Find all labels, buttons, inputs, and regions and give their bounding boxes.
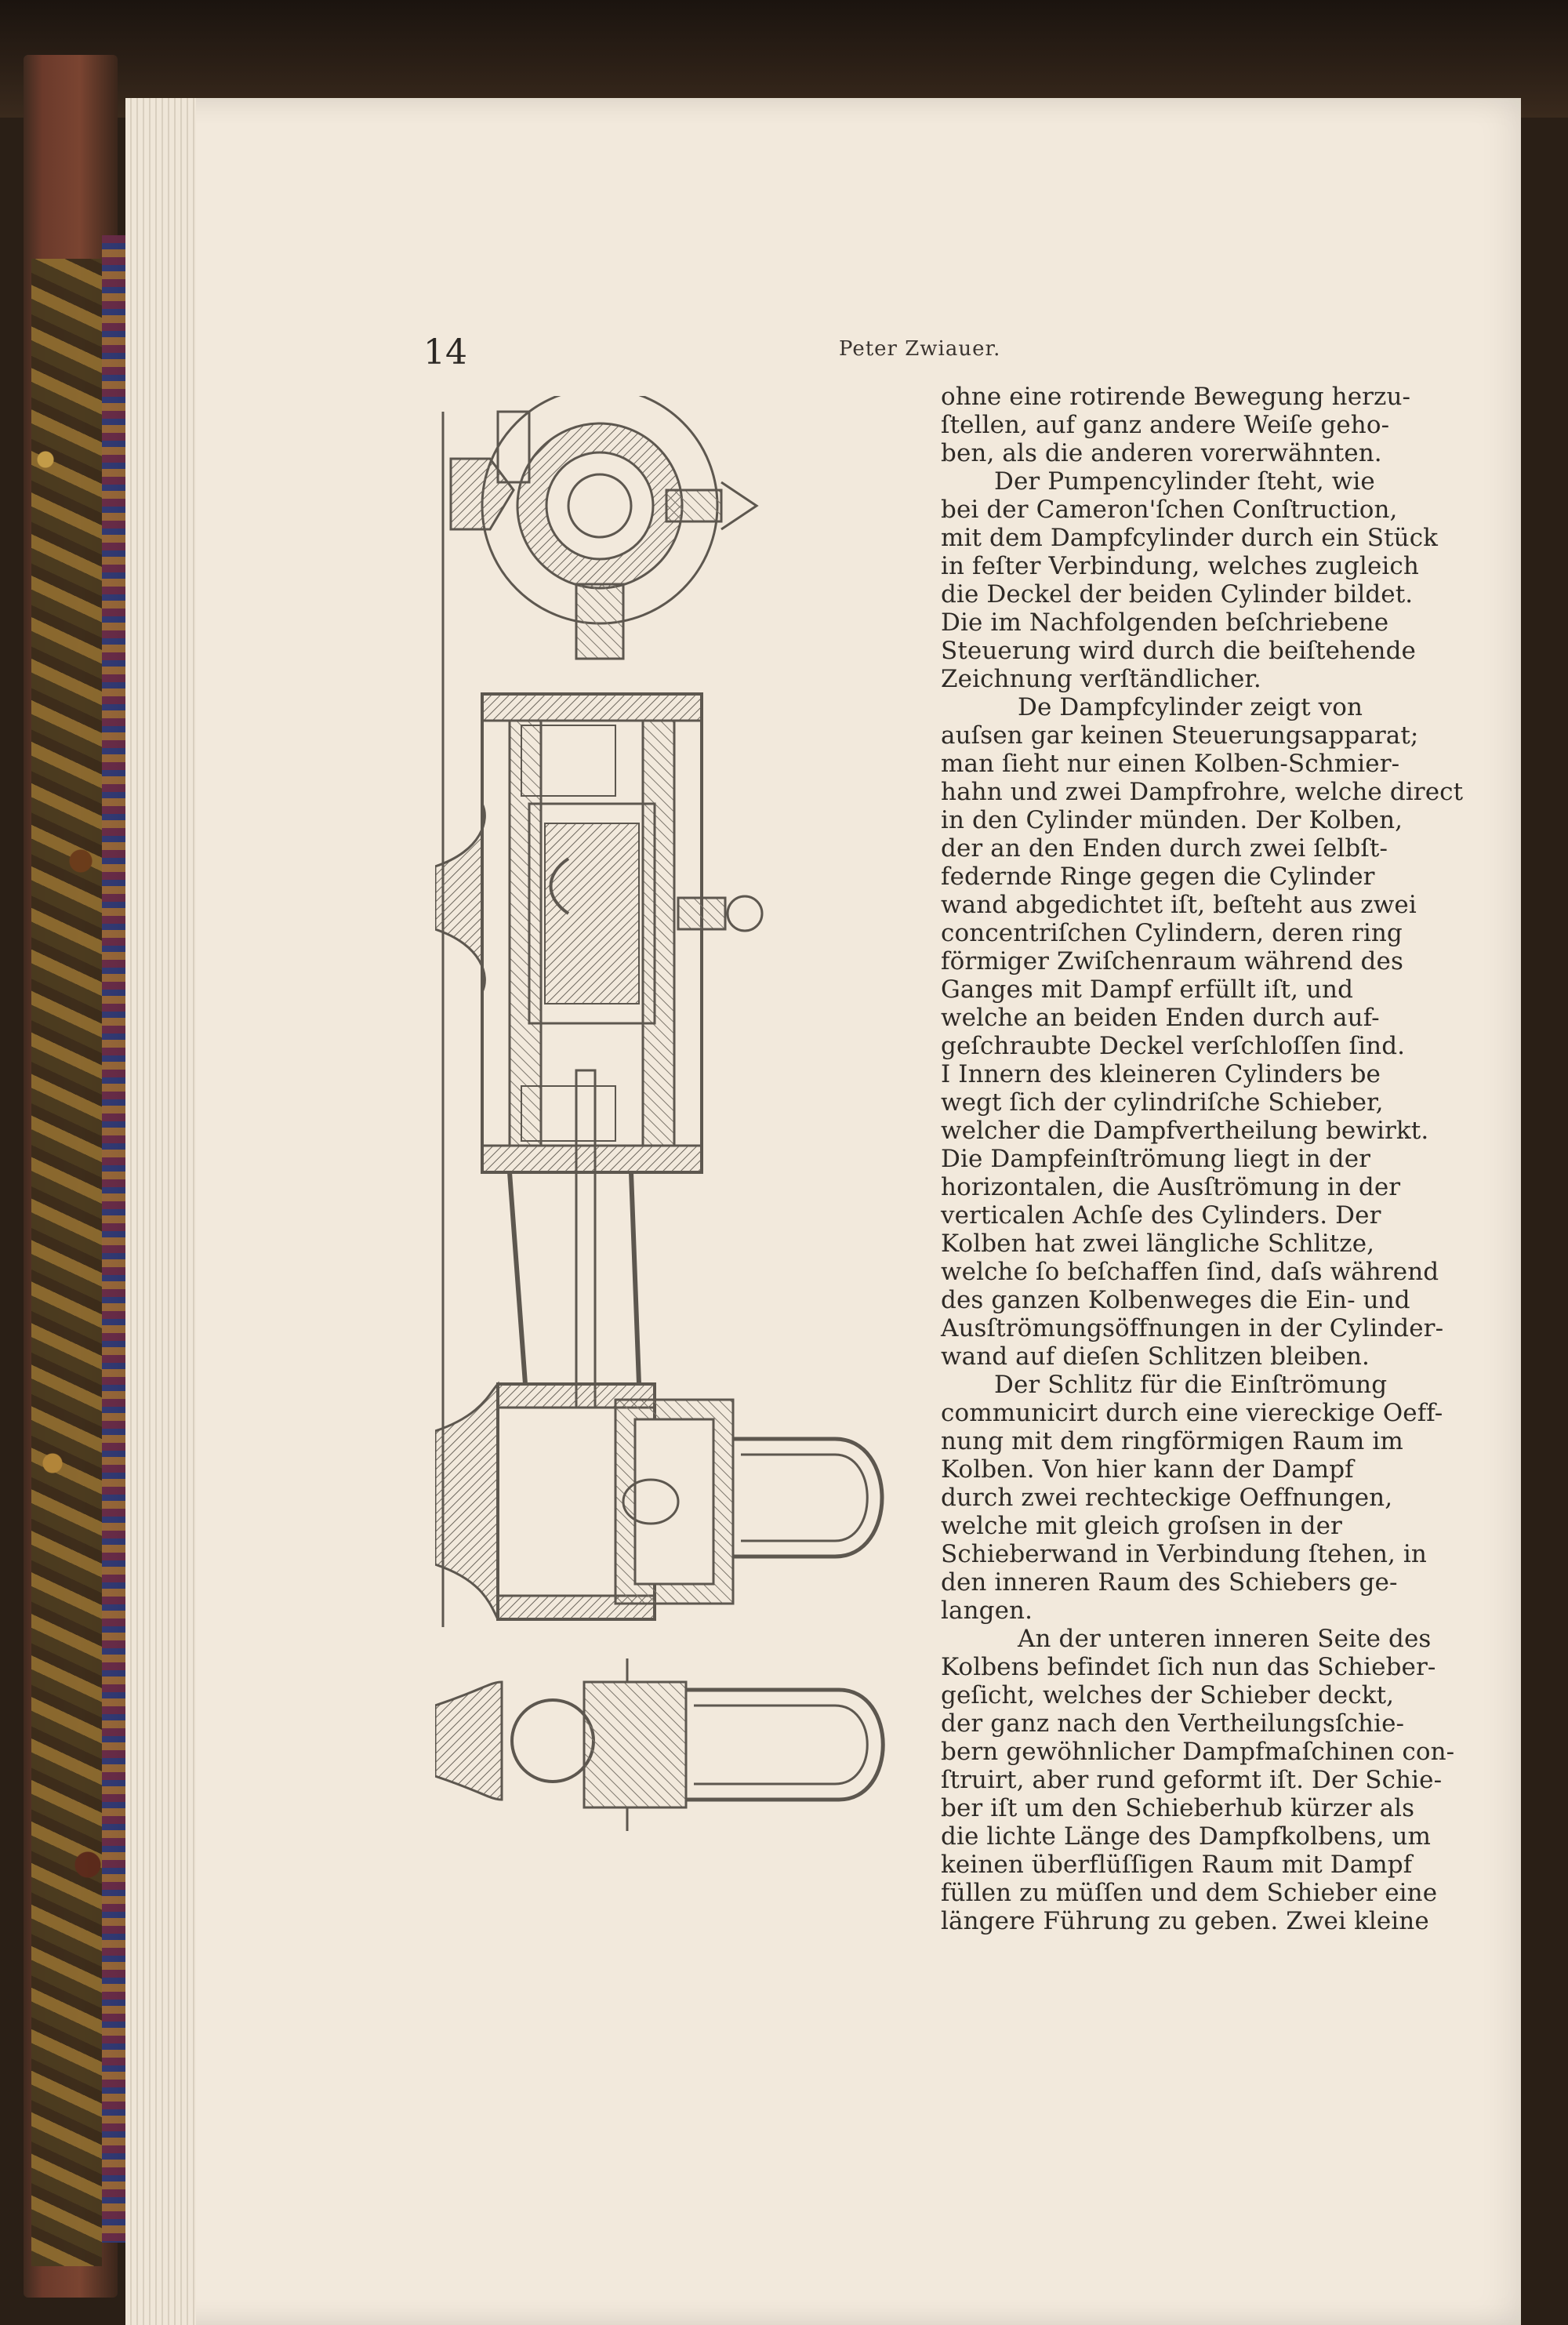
text-line: wand auf dieſen Schlitzen bleiben. [941,1342,1370,1371]
text-line: welche mit gleich groſsen in der [941,1512,1342,1540]
text-line: den inneren Raum des Schiebers ge- [941,1568,1398,1597]
text-line: mit dem Dampfcylinder durch ein Stück [941,524,1439,552]
text-line: verticalen Achſe des Cylinders. Der [941,1201,1381,1230]
text-line: Zeichnung verſtändlicher. [941,665,1261,693]
text-line: ben, als die anderen vorerwähnten. [941,439,1382,467]
text-line: hahn und zwei Dampfrohre, welche direct [941,778,1464,806]
text-line: bei der Cameron'ſchen Conſtruction, [941,496,1398,524]
text-line: concentriſchen Cylindern, deren ring [941,919,1403,947]
connecting-pipe [510,1172,639,1384]
text-line: in feſter Verbindung, welches zugleich [941,552,1419,580]
text-line: in den Cylinder münden. Der Kolben, [941,806,1403,834]
text-line: die lichte Länge des Dampfkolbens, um [941,1822,1432,1851]
engine-diagram-figure [435,396,937,1964]
text-line: ſtruirt, aber rund geformt iſt. Der Schie- [941,1766,1443,1794]
text-line: welche an beiden Enden durch auf- [941,1004,1380,1032]
text-line: geſicht, welches der Schieber deckt, [941,1681,1395,1709]
page-stack-edge [125,98,196,2325]
text-line: längere Führung zu geben. Zwei kleine [941,1907,1429,1935]
text-line: der ganz nach den Vertheilungsſchie- [941,1709,1405,1738]
text-line: Schieberwand in Verbindung ſtehen, in [941,1540,1427,1568]
marbled-endpaper [31,259,102,2266]
page-header [423,332,1435,372]
text-line: communicirt durch eine viereckige Oeff- [941,1399,1443,1427]
engine-diagram-icon [435,396,937,1964]
text-line: füllen zu müſſen und dem Schieber eine [941,1879,1438,1907]
text-line: geſchraubte Deckel verſchloſſen ſind. [941,1032,1406,1060]
text-line: Steuerung wird durch die beiſtehende [941,637,1416,665]
text-line: wand abgedichtet iſt, beſteht aus zwei [941,891,1417,919]
text-line: ohne eine rotirende Bewegung herzu- [941,383,1411,411]
text-line: der an den Enden durch zwei ſelbſt- [941,834,1388,863]
text-line: federnde Ringe gegen die Cylinder [941,863,1375,891]
pump-cylinder-section [435,1384,882,1619]
text-line: horizontalen, die Ausſtrömung in der [941,1173,1401,1201]
text-line: durch zwei rechteckige Oeffnungen, [941,1484,1393,1512]
text-line: Kolben. Von hier kann der Dampf [941,1455,1354,1484]
text-line: auſsen gar keinen Steuerungsapparat; [941,721,1419,750]
text-line: welcher die Dampfvertheilung bewirkt. [941,1117,1429,1145]
text-line: nung mit dem ringförmigen Raum im [941,1427,1403,1455]
text-line: förmiger Zwiſchenraum während des [941,947,1403,975]
text-line: Der Schlitz für die Einſtrömung [994,1371,1388,1399]
text-line: ſtellen, auf ganz andere Weiſe geho- [941,411,1390,439]
text-line: bern gewöhnlicher Dampfmaſchinen con- [941,1738,1455,1766]
text-line: welche ſo beſchaffen ſind, daſs während [941,1258,1439,1286]
running-head: Peter Zwiauer. [839,337,1001,361]
text-line: die Deckel der beiden Cylinder bildet. [941,580,1414,608]
page-number: 14 [423,332,467,372]
text-line: wegt ſich der cylindriſche Schieber, [941,1088,1384,1117]
text-line: De Dampfcylinder zeigt von [1018,693,1363,721]
text-line: keinen überflüſſigen Raum mit Dampf [941,1851,1413,1879]
text-line: Kolbens befindet ſich nun das Schieber- [941,1653,1436,1681]
text-line: Die im Nachfolgenden beſchriebene [941,608,1389,637]
text-line: I Innern des kleineren Cylinders be [941,1060,1381,1088]
text-line: Die Dampfeinſtrömung liegt in der [941,1145,1371,1173]
text-line: Ganges mit Dampf erfüllt iſt, und [941,975,1354,1004]
text-line: Ausſtrömungsöffnungen in der Cylinder- [941,1314,1444,1342]
text-line: Kolben hat zwei längliche Schlitze, [941,1230,1375,1258]
body-text-column [941,383,1464,1943]
top-flange-view [451,396,757,659]
steam-cylinder-section [435,694,762,1408]
text-line: man ſieht nur einen Kolben-Schmier- [941,750,1400,778]
text-line: ber iſt um den Schieberhub kürzer als [941,1794,1415,1822]
text-line: Der Pumpencylinder ſteht, wie [994,467,1375,496]
lower-valve-chest [435,1658,883,1831]
text-line: langen. [941,1597,1033,1625]
text-line: des ganzen Kolbenweges die Ein- und [941,1286,1410,1314]
text-line: An der unteren inneren Seite des [1018,1625,1432,1653]
